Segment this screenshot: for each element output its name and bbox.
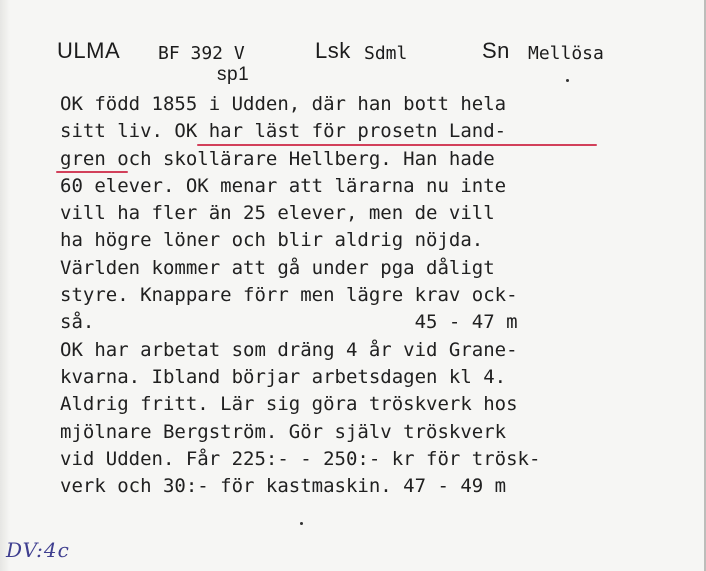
text-line: OK född 1855 i Udden, där han bott hela	[60, 93, 507, 115]
archive-code: ULMA	[57, 38, 121, 63]
text-line: vid Udden. Får 225:- - 250:- kr för trösk-	[60, 447, 541, 470]
text-line: mjölnare Bergström. Gör själv tröskverk	[60, 420, 507, 443]
sn-label: Sn	[482, 38, 510, 63]
archive-stamp: DV:4c	[6, 538, 70, 562]
ink-dot	[566, 79, 569, 82]
text-line: vill ha fler än 25 elever, men de vill	[60, 202, 495, 225]
text-line: så. 45 - 47 m	[60, 311, 518, 334]
text-line: Aldrig fritt. Lär sig göra tröskverk hos	[60, 393, 518, 416]
card-text	[60, 91, 540, 500]
text-line: 60 elever. OK menar att lärarna nu inte	[60, 174, 507, 197]
red-underline	[56, 171, 128, 173]
text-line: verk och 30:- för kastmaskin. 47 - 49 m	[60, 475, 507, 498]
lsk-value: Sdml	[364, 43, 408, 64]
reference-number: BF 392 V	[158, 43, 245, 64]
sn-value: Mellösa	[528, 43, 604, 64]
card-edge	[0, 0, 10, 571]
red-underline	[197, 144, 597, 146]
text-line: sitt liv. OK har läst för prosetn Land-	[60, 120, 507, 143]
ink-dot	[300, 522, 303, 525]
text-line: kvarna. Ibland börjar arbetsdagen kl 4.	[60, 365, 507, 388]
text-line: Världen kommer att gå under pga dåligt	[60, 256, 495, 279]
lsk-label: Lsk	[315, 38, 351, 63]
text-line: styre. Knappare förr men lägre krav ock-	[60, 284, 518, 307]
text-line: OK har arbetat som dräng 4 år vid Grane-	[60, 338, 518, 361]
text-line: ha högre löner och blir aldrig nöjda.	[60, 229, 484, 252]
sheet-number: sp1	[217, 64, 250, 85]
text-line: gren och skollärare Hellberg. Han hade	[60, 147, 495, 170]
